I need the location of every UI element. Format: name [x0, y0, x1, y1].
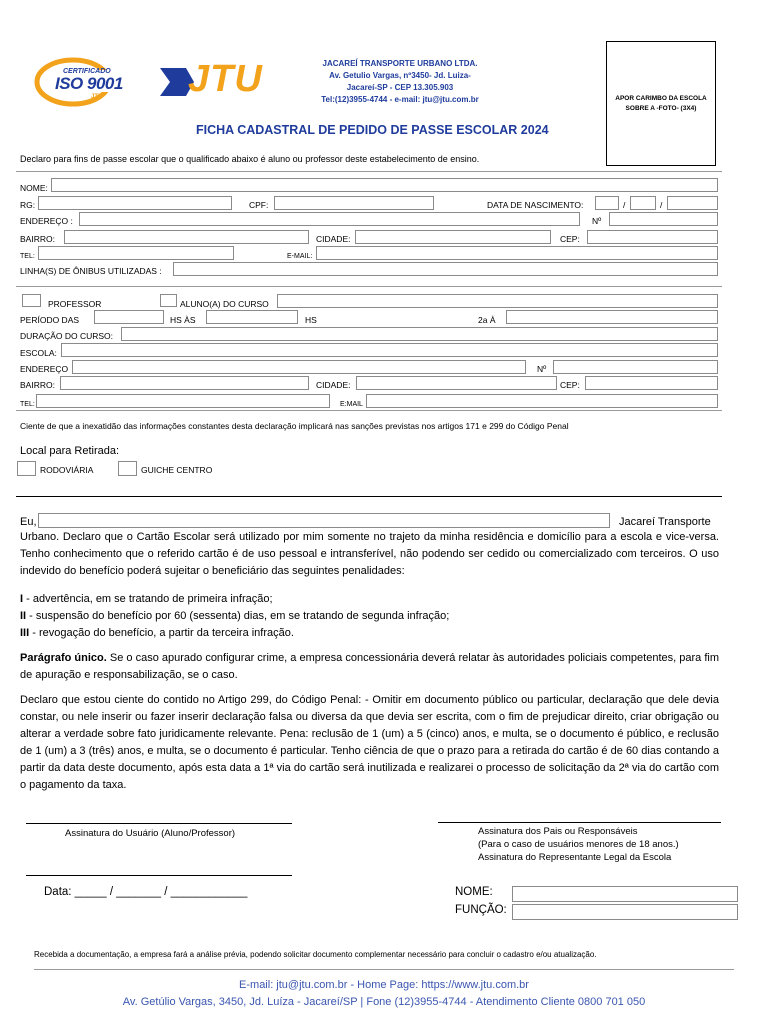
guiche-centro-label: GUICHE CENTRO — [141, 465, 213, 475]
iso-badge-main: ISO 9001 — [55, 74, 123, 93]
linhas-field[interactable] — [173, 262, 718, 276]
jtu-logo-text: JTU — [188, 58, 263, 100]
birth-day-field[interactable] — [595, 196, 619, 210]
aluno-label: ALUNO(A) DO CURSO — [180, 299, 269, 309]
birth-month-field[interactable] — [630, 196, 656, 210]
eu-label: Eu, — [20, 516, 37, 528]
penalty-1-number: I — [20, 593, 24, 605]
school-numero-field[interactable] — [553, 360, 718, 374]
guiche-centro-checkbox[interactable] — [118, 461, 137, 476]
company-contact: Tel:(12)3955-4744 - e-mail: jtu@jtu.com.br — [321, 95, 479, 104]
paragrafo-unico-text: Se o caso apurado configurar crime, a empresa concessionária deverá relatar às autoridades policiais competentes, para fim de apuração e responsabilização, se o caso. — [20, 652, 720, 681]
professor-checkbox[interactable] — [22, 294, 41, 307]
parents-signature-label: Assinatura dos Pais ou Responsáveis — [478, 826, 638, 837]
school-cep-label: CEP: — [560, 380, 580, 390]
company-address: Av. Getulio Vargas, nº3450- Jd. Luiza- — [329, 71, 471, 80]
school-email-label: E:MAIL — [340, 401, 363, 408]
nome-label: NOME: — [20, 183, 48, 193]
rodoviaria-checkbox[interactable] — [17, 461, 36, 476]
penal-notice: Ciente de que a inexatidão das informações constantes desta declaração implicará nas sanções previstas nos artigos 171 e 299 do Código Penal — [20, 421, 569, 431]
section-divider — [16, 496, 722, 497]
school-representative-label: Assinatura do Representante Legal da Escola — [478, 852, 672, 863]
curso-field[interactable] — [277, 294, 718, 308]
jtu-logo — [160, 58, 282, 100]
company-name: JACAREÍ TRANSPORTE URBANO LTDA. — [322, 59, 478, 68]
linhas-label: LINHA(S) DE ÔNIBUS UTILIZADAS : — [20, 266, 162, 276]
school-cidade-field[interactable] — [356, 376, 557, 390]
declarant-name-field[interactable] — [38, 513, 610, 528]
birth-slash-1: / — [623, 200, 626, 210]
rg-field[interactable] — [38, 196, 232, 210]
birth-year-field[interactable] — [667, 196, 718, 210]
email-label: E-MAIL: — [287, 253, 313, 260]
penalty-3-number: III — [20, 627, 30, 639]
tel-field[interactable] — [38, 246, 234, 260]
rodoviaria-label: RODOVIÁRIA — [40, 465, 94, 475]
nome-field[interactable] — [51, 178, 718, 192]
school-endereco-field[interactable] — [72, 360, 526, 374]
cidade-field[interactable] — [355, 230, 551, 244]
photo-box-text: APOR CARIMBO DA ESCOLA SOBRE A -FOTO- (3X4) — [615, 95, 707, 112]
photo-box[interactable] — [606, 41, 716, 166]
pickup-title: Local para Retirada: — [20, 445, 120, 457]
form-title: FICHA CADASTRAL DE PEDIDO DE PASSE ESCOLAR 2024 — [196, 123, 549, 137]
school-tel-label: TEL: — [20, 401, 35, 408]
duracao-label: DURAÇÃO DO CURSO: — [20, 331, 114, 341]
declaration-body: Urbano. Declaro que o Cartão Escolar será utilizado por mim somente no trajeto da minha residência e domicílio para a escola e vice-versa. Tenho conhecimento que o referido cartão é de uso pessoal e intransferível, não podendo ser cedido ou comercializado com terceiros. O uso indevido do benefício poderá sujeitar o beneficiário das seguintes penalidades: — [20, 531, 719, 577]
school-email-field[interactable] — [366, 394, 718, 408]
user-signature-line — [26, 823, 292, 824]
footer-address: Av. Getúlio Vargas, 3450, Jd. Luíza - Jacareí/SP | Fone (12)3955-4744 - Atendimento Cliente 0800 701 050 — [122, 996, 646, 1008]
endereco-field[interactable] — [79, 212, 580, 226]
hs-as-label: HS ÀS — [170, 315, 196, 325]
cep-label: CEP: — [560, 234, 580, 244]
school-bairro-label: BAIRRO: — [20, 380, 55, 390]
duracao-field[interactable] — [121, 327, 718, 341]
tel-label: TEL: — [20, 253, 35, 260]
penalty-2-text: - suspensão do benefício por 60 (sessenta) dias, em se tratando de segunda infração; — [26, 610, 450, 622]
periodo-end-field[interactable] — [206, 310, 298, 324]
data-nascimento-label: DATA DE NASCIMENTO: — [487, 200, 584, 210]
footer-divider — [34, 969, 734, 970]
school-cep-field[interactable] — [585, 376, 718, 390]
rg-label: RG: — [20, 200, 36, 210]
escola-label: ESCOLA: — [20, 348, 57, 358]
paragrafo-unico — [20, 650, 719, 684]
periodo-start-field[interactable] — [94, 310, 164, 324]
dias-field[interactable] — [506, 310, 718, 324]
numero-field[interactable] — [609, 212, 718, 226]
funcao-field[interactable] — [512, 904, 738, 920]
received-notice: Recebida a documentação, a empresa fará a análise prévia, podendo solicitar documento complementar necessário para concluir o cadastro e/ou atualização. — [34, 950, 597, 959]
hs-label: HS — [305, 315, 317, 325]
bairro-field[interactable] — [64, 230, 309, 244]
periodo-das-label: PERÍODO DAS — [20, 315, 80, 325]
parents-signature-line — [438, 822, 721, 823]
date-field[interactable]: Data: _____ / _______ / ____________ — [44, 886, 248, 898]
footer-contact: E-mail: jtu@jtu.com.br - Home Page: https://www.jtu.com.br — [239, 979, 529, 991]
penalty-2-number: II — [20, 610, 27, 622]
numero-label: Nº — [592, 216, 602, 226]
user-signature-label: Assinatura do Usuário (Aluno/Professor) — [65, 828, 236, 839]
school-bairro-field[interactable] — [60, 376, 309, 390]
dias-label: 2a À — [478, 315, 496, 325]
school-cidade-label: CIDADE: — [316, 380, 351, 390]
penalty-3-text: - revogação do benefício, a partir da terceira infração. — [29, 627, 294, 639]
iso-badge-top: CERTIFICADO — [63, 68, 111, 75]
penalty-2 — [20, 610, 449, 622]
declaration-after-name: Jacareí Transporte — [619, 516, 711, 528]
paragrafo-unico-title: Parágrafo único. — [20, 652, 107, 664]
aluno-checkbox[interactable] — [160, 294, 177, 307]
nome-signature-label: NOME: — [455, 886, 493, 898]
endereco-label: ENDEREÇO : — [20, 216, 73, 226]
company-city: Jacareí-SP - CEP 13.305.903 — [346, 83, 454, 92]
intro-text: Declaro para fins de passe escolar que o qualificado abaixo é aluno ou professor deste estabelecimento de ensino. — [20, 154, 480, 164]
nome-signature-field[interactable] — [512, 886, 738, 902]
school-endereco-label: ENDEREÇO — [20, 364, 69, 374]
birth-slash-2: / — [660, 200, 663, 210]
cep-field[interactable] — [587, 230, 718, 244]
date-line-top — [26, 875, 292, 876]
penalty-1 — [20, 593, 273, 605]
school-tel-field[interactable] — [36, 394, 330, 408]
iso-badge-sub: JTU — [91, 94, 103, 100]
cpf-field[interactable] — [274, 196, 434, 210]
cpf-label: CPF: — [249, 200, 269, 210]
penalty-1-text: - advertência, em se tratando de primeira infração; — [23, 593, 273, 605]
iso-certificate-logo — [33, 56, 145, 108]
escola-field[interactable] — [61, 343, 718, 357]
funcao-label: FUNÇÃO: — [455, 904, 507, 916]
email-field[interactable] — [316, 246, 718, 260]
parents-signature-note: (Para o caso de usuários menores de 18 anos.) — [478, 839, 679, 850]
professor-label: PROFESSOR — [48, 299, 102, 309]
bairro-label: BAIRRO: — [20, 234, 55, 244]
penalty-3 — [20, 627, 294, 639]
school-numero-label: Nº — [537, 364, 547, 374]
cidade-label: CIDADE: — [316, 234, 351, 244]
artigo-299-text: Declaro que estou ciente do contido no Artigo 299, do Código Penal: - Omitir em documento público ou particular, declaração que dele devia constar, ou nele inserir ou fazer inserir declaração falsa ou diversa da que devia ser escrita, com o fim de prejudicar direito, criar obrigação ou alterar a verdade sobre fato juridicamente relevante. Pena: reclusão de 1 (um) a 5 (cinco) anos, e multa, se o documento é público, e reclusão de 1 (um) a 3 (três) anos, e multa, se o documento é particular. Tenho ciência de que o prazo para a retirada do cartão é de 60 dias contando a partir da data deste documento, após esta data a 1ª via do cartão será inutilizada e realizarei o processo de solicitação da 2ª via do cartão com o pagamento da taxa. — [20, 694, 719, 791]
